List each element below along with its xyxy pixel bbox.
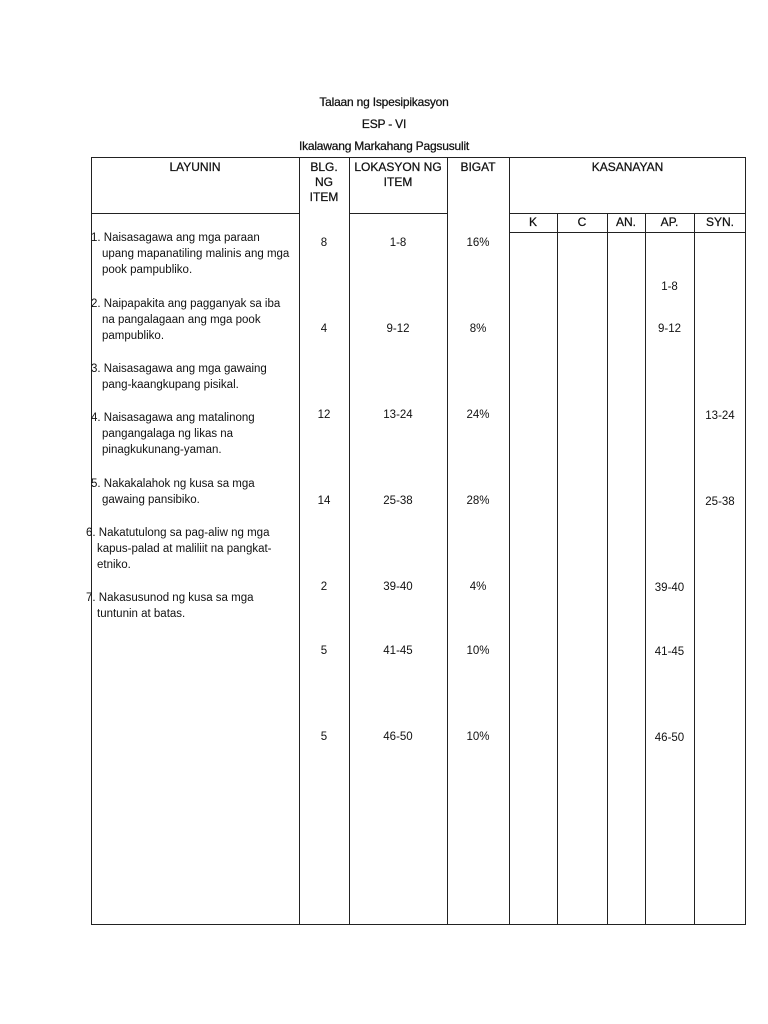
bigat-cell: 16%	[466, 237, 490, 249]
header-bigat: BIGAT	[460, 160, 496, 174]
table-divider	[557, 213, 558, 925]
ap-cell: 39-40	[654, 582, 685, 594]
lokasyon-cell: 39-40	[383, 581, 413, 593]
objective-item: 7. Nakasusunod ng kusa sa mga tuntunin at batas.	[86, 592, 254, 620]
table-rule	[509, 213, 746, 214]
blg-cell: 12	[317, 409, 331, 421]
ap-cell: 9-12	[657, 323, 682, 335]
bigat-cell: 28%	[466, 495, 490, 507]
header-syn: SYN.	[705, 215, 734, 229]
objective-item: 4. Naisasagawa ang matalinong pangangalaga ng likas na pinagkukunang-yaman.	[91, 412, 255, 456]
header-layunin: LAYUNIN	[169, 160, 221, 174]
lokasyon-cell: 9-12	[386, 323, 410, 335]
ap-cell: 41-45	[654, 646, 685, 658]
header-k: K	[528, 215, 537, 229]
lokasyon-cell: 46-50	[383, 731, 413, 743]
ap-cell: 1-8	[661, 281, 678, 293]
objective-item: 1. Naisasagawa ang mga paraan upang mapanatiling malinis ang mga pook pampubliko.	[91, 232, 290, 276]
table-divider	[607, 213, 608, 925]
table-rule	[91, 213, 299, 214]
objective-item: 2. Naipapakita ang pagganyak sa iba na pangalagaan ang mga pook pampubliko.	[91, 298, 281, 342]
table-rule	[509, 232, 746, 233]
bigat-cell: 4%	[469, 581, 487, 593]
table-divider	[349, 157, 350, 925]
bigat-cell: 24%	[466, 409, 490, 421]
bigat-cell: 10%	[466, 731, 490, 743]
table-divider	[447, 157, 448, 925]
header-lokasyon: LOKASYON NG ITEM	[354, 160, 442, 189]
objective-item: 6. Nakatutulong sa pag-aliw ng mga kapus-palad at maliliit na pangkat- etniko.	[86, 527, 272, 571]
syn-cell: 25-38	[705, 496, 735, 508]
header-blg: BLG. NG ITEM	[309, 160, 339, 204]
header-an: AN.	[615, 215, 636, 229]
lokasyon-cell: 13-24	[383, 409, 413, 421]
syn-cell: 13-24	[705, 410, 735, 422]
header-c: C	[577, 215, 587, 229]
exam-title: Ikalawang Markahang Pagsusulit	[298, 139, 470, 153]
lokasyon-cell: 25-38	[383, 495, 413, 507]
bigat-cell: 10%	[466, 645, 490, 657]
table-divider	[645, 213, 646, 925]
table-rule	[349, 213, 447, 214]
blg-cell: 4	[320, 323, 328, 335]
subject-title: ESP - VI	[361, 117, 407, 131]
document-title: Talaan ng Ispesipikasyon	[319, 95, 449, 109]
lokasyon-cell: 41-45	[383, 645, 413, 657]
blg-cell: 5	[320, 731, 328, 743]
ap-cell: 46-50	[654, 732, 685, 744]
table-divider	[509, 157, 510, 925]
lokasyon-cell: 1-8	[389, 237, 407, 249]
objective-item: 3. Naisasagawa ang mga gawaing pang-kaangkupang pisikal.	[91, 363, 267, 391]
header-ap: AP.	[660, 215, 679, 229]
blg-cell: 2	[320, 581, 328, 593]
blg-cell: 14	[317, 495, 331, 507]
objective-item: 5. Nakakalahok ng kusa sa mga gawaing pansibiko.	[91, 478, 255, 506]
bigat-cell: 8%	[469, 323, 487, 335]
header-kasanayan: KASANAYAN	[591, 160, 664, 174]
blg-cell: 8	[320, 237, 328, 249]
table-divider	[694, 213, 695, 925]
blg-cell: 5	[320, 645, 328, 657]
